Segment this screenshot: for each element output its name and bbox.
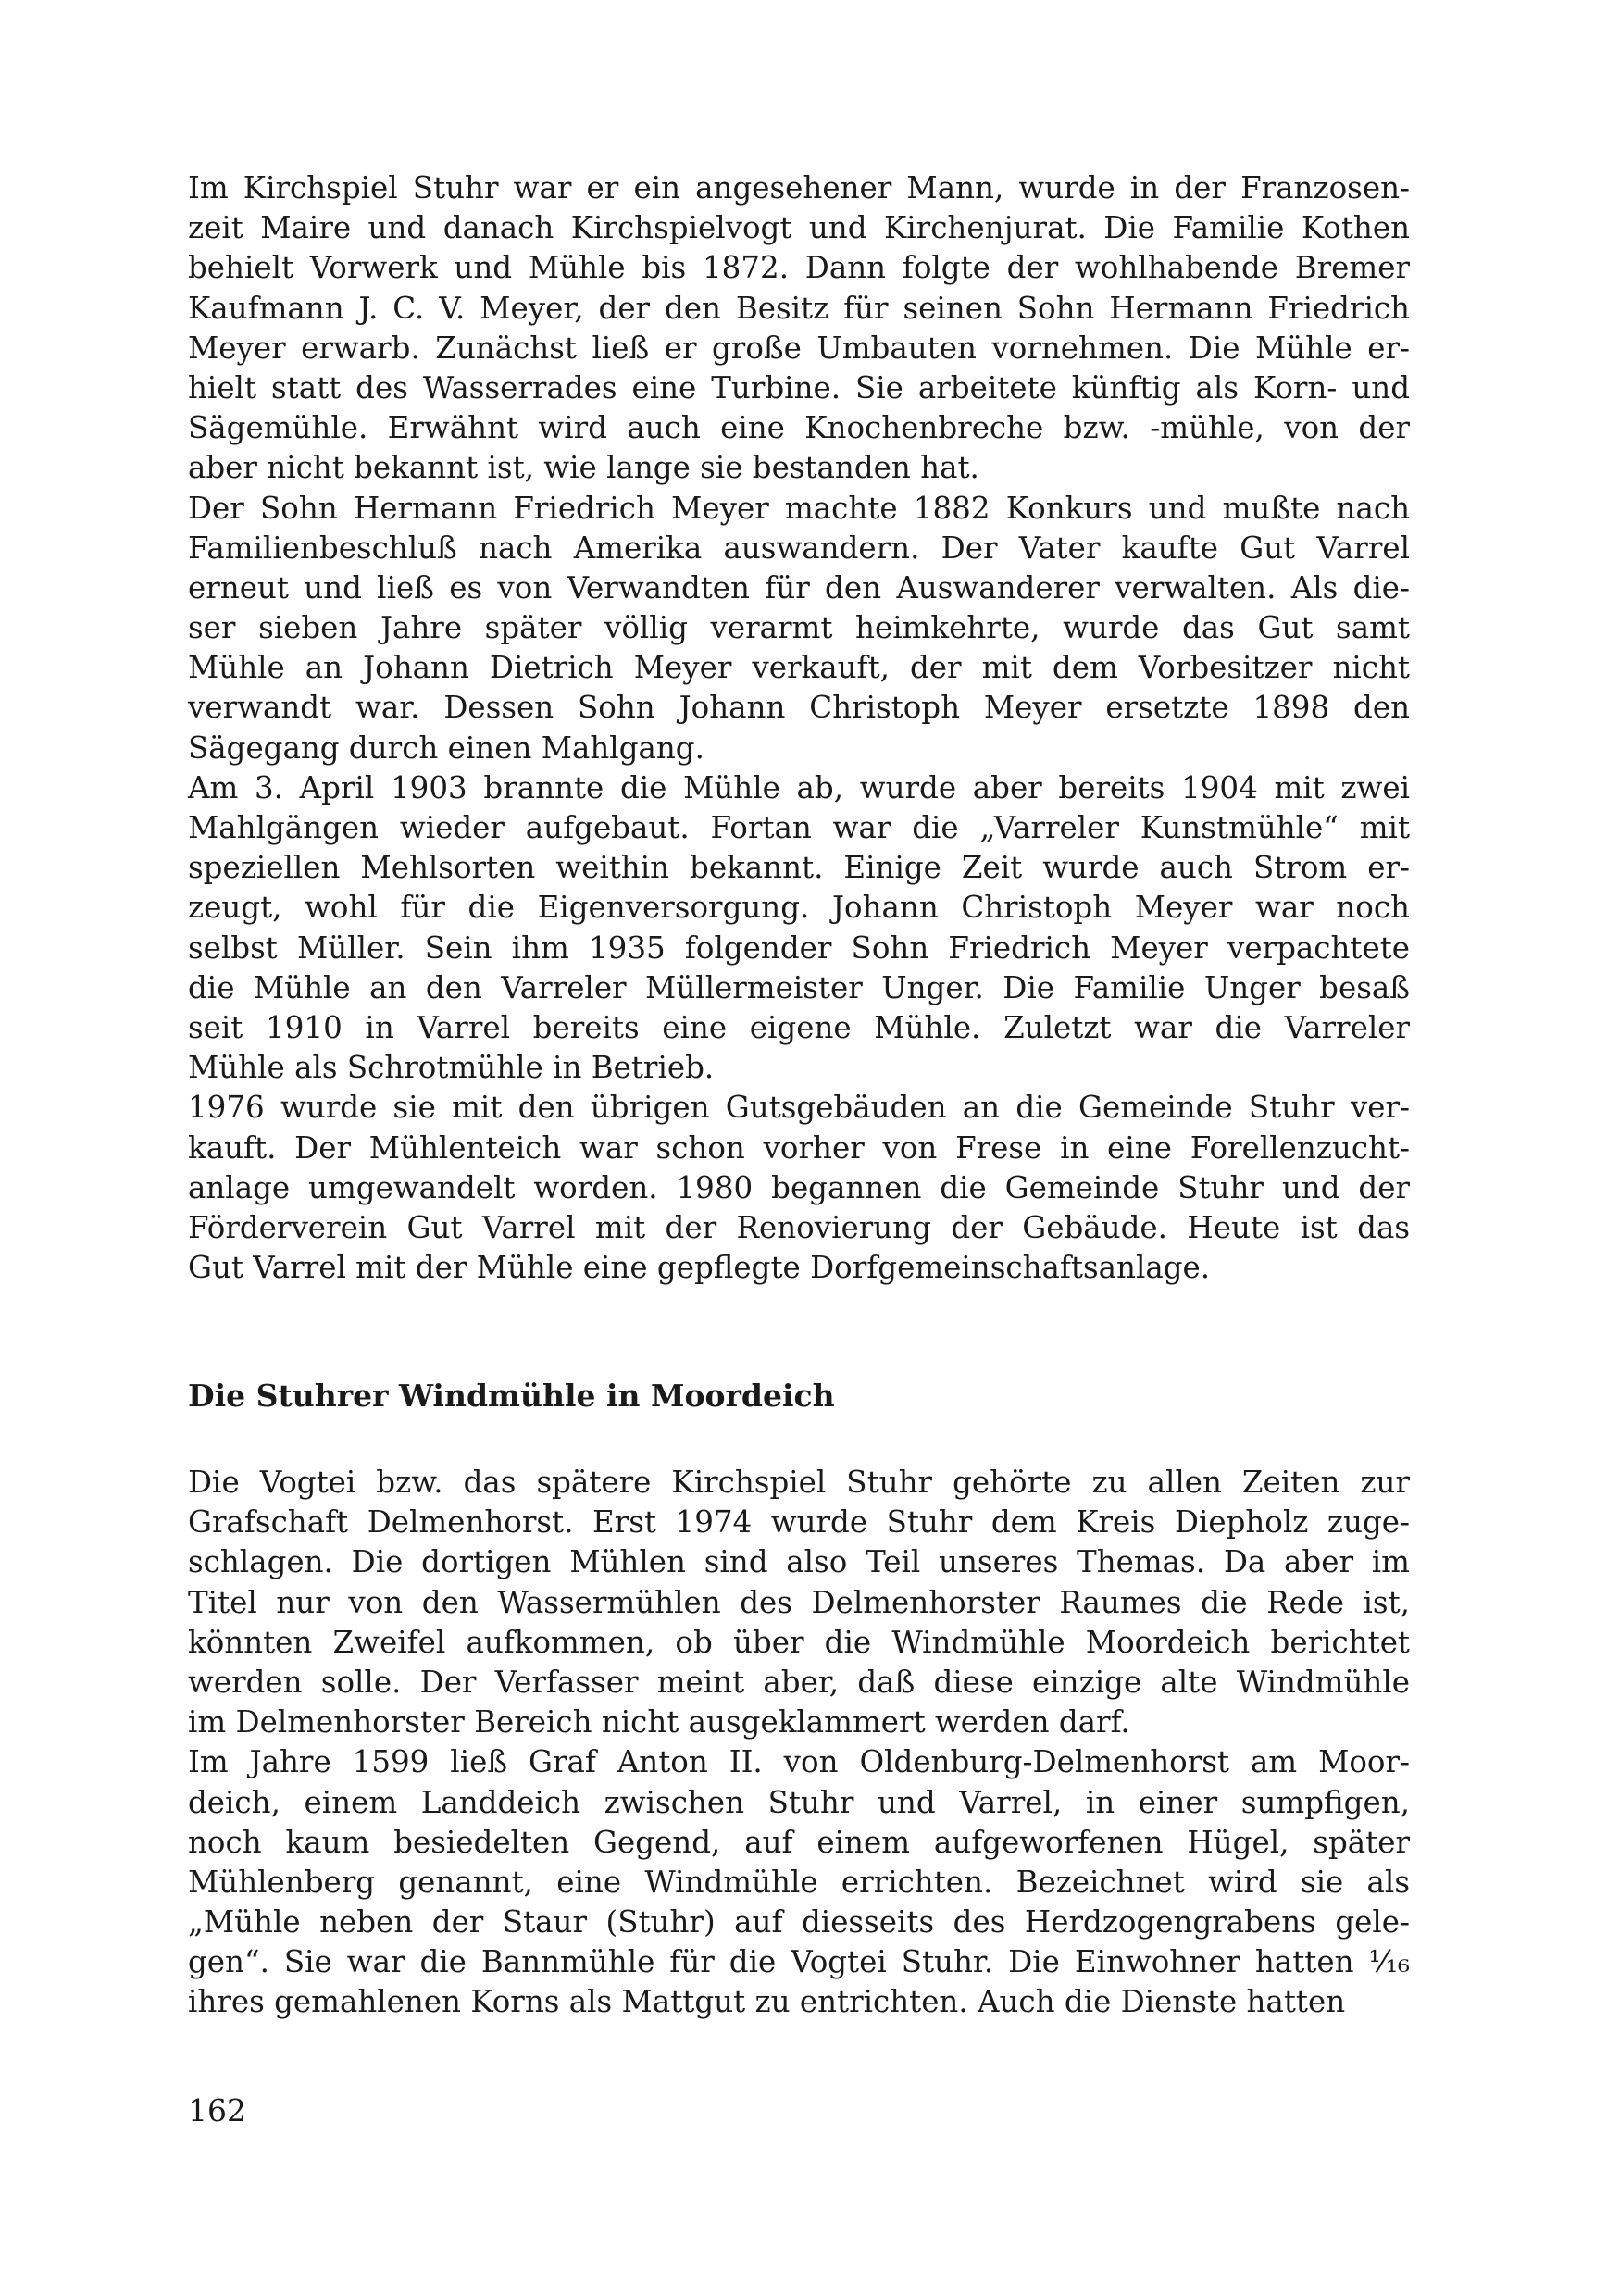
text-line: die Mühle an den Varreler Müllermeister Unger. Die Familie Unger besaß bbox=[188, 969, 1410, 1005]
text-line: zeugt, wohl für die Eigenversorgung. Johann Christoph Meyer war noch bbox=[188, 890, 1410, 926]
text-line: im Delmenhorster Bereich nicht ausgeklammert werden darf. bbox=[188, 1704, 1130, 1741]
text-line: gen“. Sie war die Bannmühle für die Vogtei Stuhr. Die Einwohner hatten ⅟₁₆ bbox=[188, 1944, 1410, 1980]
paragraph-block-windmuehle bbox=[188, 1463, 1410, 2023]
text-line: Der Sohn Hermann Friedrich Meyer machte 1882 Konkurs und mußte nach bbox=[188, 490, 1410, 526]
text-line: 1976 wurde sie mit den übrigen Gutsgebäuden an die Gemeinde Stuhr ver- bbox=[188, 1090, 1410, 1126]
text-line: Förderverein Gut Varrel mit der Renovierung der Gebäude. Heute ist das bbox=[188, 1209, 1410, 1245]
text-line: aber nicht bekannt ist, wie lange sie bestanden hat. bbox=[188, 450, 979, 486]
text-line: Die Vogtei bzw. das spätere Kirchspiel Stuhr gehörte zu allen Zeiten zur bbox=[188, 1465, 1410, 1500]
text-line: behielt Vorwerk und Mühle bis 1872. Dann folgte der wohlhabende Bremer bbox=[188, 250, 1410, 286]
text-line: Meyer erwarb. Zunächst ließ er große Umbauten vornehmen. Die Mühle er- bbox=[188, 330, 1410, 366]
text-line: ser sieben Jahre später völlig verarmt heimkehrte, wurde das Gut samt bbox=[188, 610, 1410, 646]
text-line: Sägegang durch einen Mahlgang. bbox=[188, 730, 704, 766]
text-line: Gut Varrel mit der Mühle eine gepflegte Dorfgemeinschaftsanlage. bbox=[188, 1250, 1211, 1286]
text-line: hielt statt des Wasserrades eine Turbine. Sie arbeitete künftig als Korn- und bbox=[188, 369, 1410, 406]
text-line: anlage umgewandelt worden. 1980 begannen die Gemeinde Stuhr und der bbox=[188, 1169, 1410, 1205]
text-line: schlagen. Die dortigen Mühlen sind also Teil unseres Themas. Da aber im bbox=[188, 1544, 1410, 1580]
text-line: selbst Müller. Sein ihm 1935 folgender Sohn Friedrich Meyer verpachtete bbox=[188, 930, 1410, 966]
text-line: Grafschaft Delmenhorst. Erst 1974 wurde Stuhr dem Kreis Diepholz zuge- bbox=[188, 1504, 1410, 1541]
text-line: Mühlenberg genannt, eine Windmühle errichten. Bezeichnet wird sie als bbox=[188, 1864, 1410, 1900]
text-line: Kaufmann J. C. V. Meyer, der den Besitz für seinen Sohn Hermann Friedrich bbox=[188, 290, 1410, 326]
text-line: Sägemühle. Erwähnt wird auch eine Knochenbreche bzw. -mühle, von der bbox=[188, 410, 1410, 446]
paragraph-block-gut-varrel bbox=[188, 168, 1410, 1288]
text-line: ihres gemahlenen Korns als Mattgut zu entrichten. Auch die Dienste hatten bbox=[188, 1984, 1346, 2020]
text-line: verwandt war. Dessen Sohn Johann Christoph Meyer ersetzte 1898 den bbox=[188, 690, 1410, 726]
text-line: Im Kirchspiel Stuhr war er ein angesehener Mann, wurde in der Franzosen- bbox=[188, 170, 1410, 206]
text-line: Mühle als Schrotmühle in Betrieb. bbox=[188, 1050, 715, 1086]
text-line: Familienbeschluß nach Amerika auswandern. Der Vater kaufte Gut Varrel bbox=[188, 530, 1410, 566]
text-line: zeit Maire und danach Kirchspielvogt und Kirchenjurat. Die Familie Kothen bbox=[188, 210, 1410, 246]
text-line: „Mühle neben der Staur (Stuhr) auf diesseits des Herdzogengrabens gele- bbox=[188, 1904, 1410, 1940]
text-line: Am 3. April 1903 brannte die Mühle ab, wurde aber bereits 1904 mit zwei bbox=[188, 769, 1410, 805]
text-line: speziellen Mehlsorten weithin bekannt. Einige Zeit wurde auch Strom er- bbox=[188, 850, 1410, 886]
text-line: könnten Zweifel aufkommen, ob über die Windmühle Moordeich berichtet bbox=[188, 1624, 1410, 1660]
section-heading: Die Stuhrer Windmühle in Moordeich bbox=[188, 1378, 835, 1414]
text-line: werden solle. Der Verfasser meint aber, daß diese einzige alte Windmühle bbox=[188, 1664, 1410, 1700]
text-line: deich, einem Landdeich zwischen Stuhr und Varrel, in einer sumpfigen, bbox=[188, 1784, 1410, 1820]
text-line: erneut und ließ es von Verwandten für den Auswanderer verwalten. Als die- bbox=[188, 569, 1410, 605]
text-line: Im Jahre 1599 ließ Graf Anton II. von Oldenburg-Delmenhorst am Moor- bbox=[188, 1744, 1410, 1780]
text-line: Mühle an Johann Dietrich Meyer verkauft, der mit dem Vorbesitzer nicht bbox=[188, 650, 1410, 686]
text-line: kauft. Der Mühlenteich war schon vorher von Frese in eine Forellenzucht- bbox=[188, 1129, 1410, 1166]
text-line: noch kaum besiedelten Gegend, auf einem aufgeworfenen Hügel, später bbox=[188, 1824, 1410, 1860]
text-line: Titel nur von den Wassermühlen des Delmenhorster Raumes die Rede ist, bbox=[188, 1584, 1410, 1620]
text-line: seit 1910 in Varrel bereits eine eigene Mühle. Zuletzt war die Varreler bbox=[188, 1009, 1410, 1045]
text-line: Mahlgängen wieder aufgebaut. Fortan war die „Varreler Kunstmühle“ mit bbox=[188, 810, 1410, 845]
page-number: 162 bbox=[188, 2092, 246, 2128]
